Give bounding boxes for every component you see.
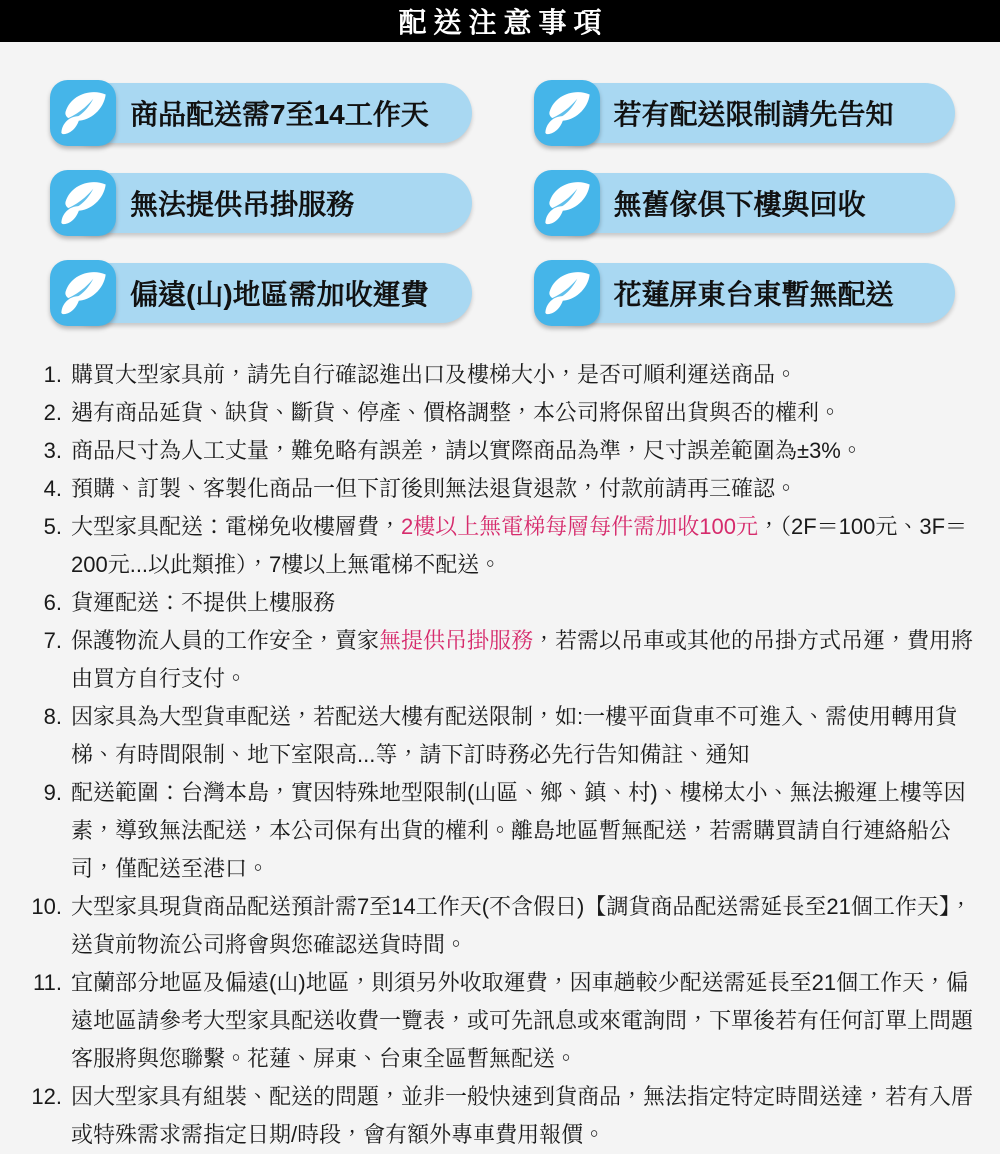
note-text-segment: ，（2F＝100元、3F＝200元...以此類推），7樓以上無電梯不配送。 xyxy=(71,514,968,577)
leaf-icon xyxy=(534,170,600,236)
note-text xyxy=(71,470,984,508)
note-number: 5. xyxy=(43,514,62,539)
leaf-icon xyxy=(534,260,600,326)
note-text xyxy=(71,698,984,774)
note-item xyxy=(20,584,984,622)
note-number: 4. xyxy=(43,476,62,501)
badge xyxy=(534,170,956,236)
note-text-segment: 大型家具配送：電梯免收樓層費， xyxy=(71,514,402,539)
note-item xyxy=(20,356,984,394)
note-text xyxy=(71,622,984,698)
note-text-segment: 購買大型家具前，請先自行確認進出口及樓梯大小，是否可順利運送商品。 xyxy=(71,362,798,387)
badge xyxy=(50,80,472,146)
badge xyxy=(50,170,472,236)
note-text xyxy=(71,1078,984,1154)
badge xyxy=(534,260,956,326)
note-item xyxy=(20,1078,984,1154)
badge-label: 無法提供吊掛服務 xyxy=(130,189,355,220)
note-text-segment: 因大型家具有組裝、配送的問題，並非一般快速到貨商品，無法指定特定時間送達，若有入厝或特殊需求需指定日期/時段，會有額外專車費用報價。 xyxy=(71,1084,974,1147)
badge-label: 偏遠(山)地區需加收運費 xyxy=(130,279,429,310)
note-number: 11. xyxy=(33,970,62,995)
note-item xyxy=(20,470,984,508)
page-title: 配送注意事項 xyxy=(398,7,609,38)
badge-label: 花蓮屏東台東暫無配送 xyxy=(613,279,894,310)
note-item xyxy=(20,774,984,888)
note-text-segment: 貨運配送：不提供上樓服務 xyxy=(71,590,336,615)
note-text-segment: 大型家具現貨商品配送預計需7至14工作天(不含假日)【調貨商品配送需延長至21個工作天】，送貨前物流公司將會與您確認送貨時間。 xyxy=(71,894,972,957)
leaf-icon xyxy=(50,260,116,326)
badge-label: 無舊傢俱下樓與回收 xyxy=(613,189,866,220)
leaf-icon xyxy=(50,170,116,236)
note-number: 2. xyxy=(43,400,62,425)
note-text xyxy=(71,888,984,964)
badge xyxy=(50,260,472,326)
note-item xyxy=(20,698,984,774)
note-item xyxy=(20,508,984,584)
badge-label: 若有配送限制請先告知 xyxy=(613,99,894,130)
note-item xyxy=(20,964,984,1078)
note-highlight-text: 無提供吊掛服務 xyxy=(379,628,534,653)
badge-label: 商品配送需7至14工作天 xyxy=(130,99,429,130)
note-item xyxy=(20,622,984,698)
note-item xyxy=(20,432,984,470)
note-number: 8. xyxy=(43,704,62,729)
notes-list xyxy=(0,356,1000,1154)
note-number: 12. xyxy=(31,1084,62,1109)
leaf-icon xyxy=(50,80,116,146)
note-text-segment: 因家具為大型貨車配送，若配送大樓有配送限制，如:一樓平面貨車不可進入、需使用轉用貨梯、有時間限制、地下室限高...等，請下訂時務必先行告知備註、通知 xyxy=(71,704,958,767)
note-number: 10. xyxy=(31,894,62,919)
note-text-segment: 宜蘭部分地區及偏遠(山)地區，則須另外收取運費，因車趟較少配送需延長至21個工作天，偏遠地區請參考大型家具配送收費一覽表，或可先訊息或來電詢問，下單後若有任何訂單上問題客服將與您聯繫。花蓮、屏東、台東全區暫無配送。 xyxy=(71,970,974,1071)
note-item xyxy=(20,888,984,964)
note-text-segment: 遇有商品延貨、缺貨、斷貨、停產、價格調整，本公司將保留出貨與否的權利。 xyxy=(71,400,842,425)
note-text-segment: ，若需以吊車或其他的吊掛方式吊運，費用將由買方自行支付。 xyxy=(71,628,974,691)
note-text-segment: 配送範圍：台灣本島，實因特殊地型限制(山區、鄉、鎮、村)、樓梯太小、無法搬運上樓等因素，導致無法配送，本公司保有出貨的權利。離島地區暫無配送，若需購買請自行連絡船公司，僅配送至港口。 xyxy=(71,780,966,881)
note-number: 7. xyxy=(43,628,62,653)
note-text xyxy=(71,432,984,470)
leaf-icon xyxy=(534,80,600,146)
note-text xyxy=(71,508,984,584)
note-text xyxy=(71,394,984,432)
note-highlight-text: 2樓以上無電梯每層每件需加收100元 xyxy=(401,514,758,539)
badge-grid xyxy=(0,42,1000,326)
note-text-segment: 保護物流人員的工作安全，賣家 xyxy=(71,628,380,653)
note-text xyxy=(71,774,984,888)
note-item xyxy=(20,394,984,432)
note-text-segment: 預購、訂製、客製化商品一但下訂後則無法退貨退款，付款前請再三確認。 xyxy=(71,476,798,501)
note-number: 9. xyxy=(43,780,62,805)
page-header xyxy=(0,0,1000,42)
note-number: 3. xyxy=(43,438,62,463)
note-number: 6. xyxy=(43,590,62,615)
note-text xyxy=(71,584,984,622)
note-text xyxy=(71,356,984,394)
badge xyxy=(534,80,956,146)
note-text-segment: 商品尺寸為人工丈量，難免略有誤差，請以實際商品為準，尺寸誤差範圍為±3%。 xyxy=(71,438,863,463)
note-text xyxy=(71,964,984,1078)
note-number: 1. xyxy=(43,362,62,387)
